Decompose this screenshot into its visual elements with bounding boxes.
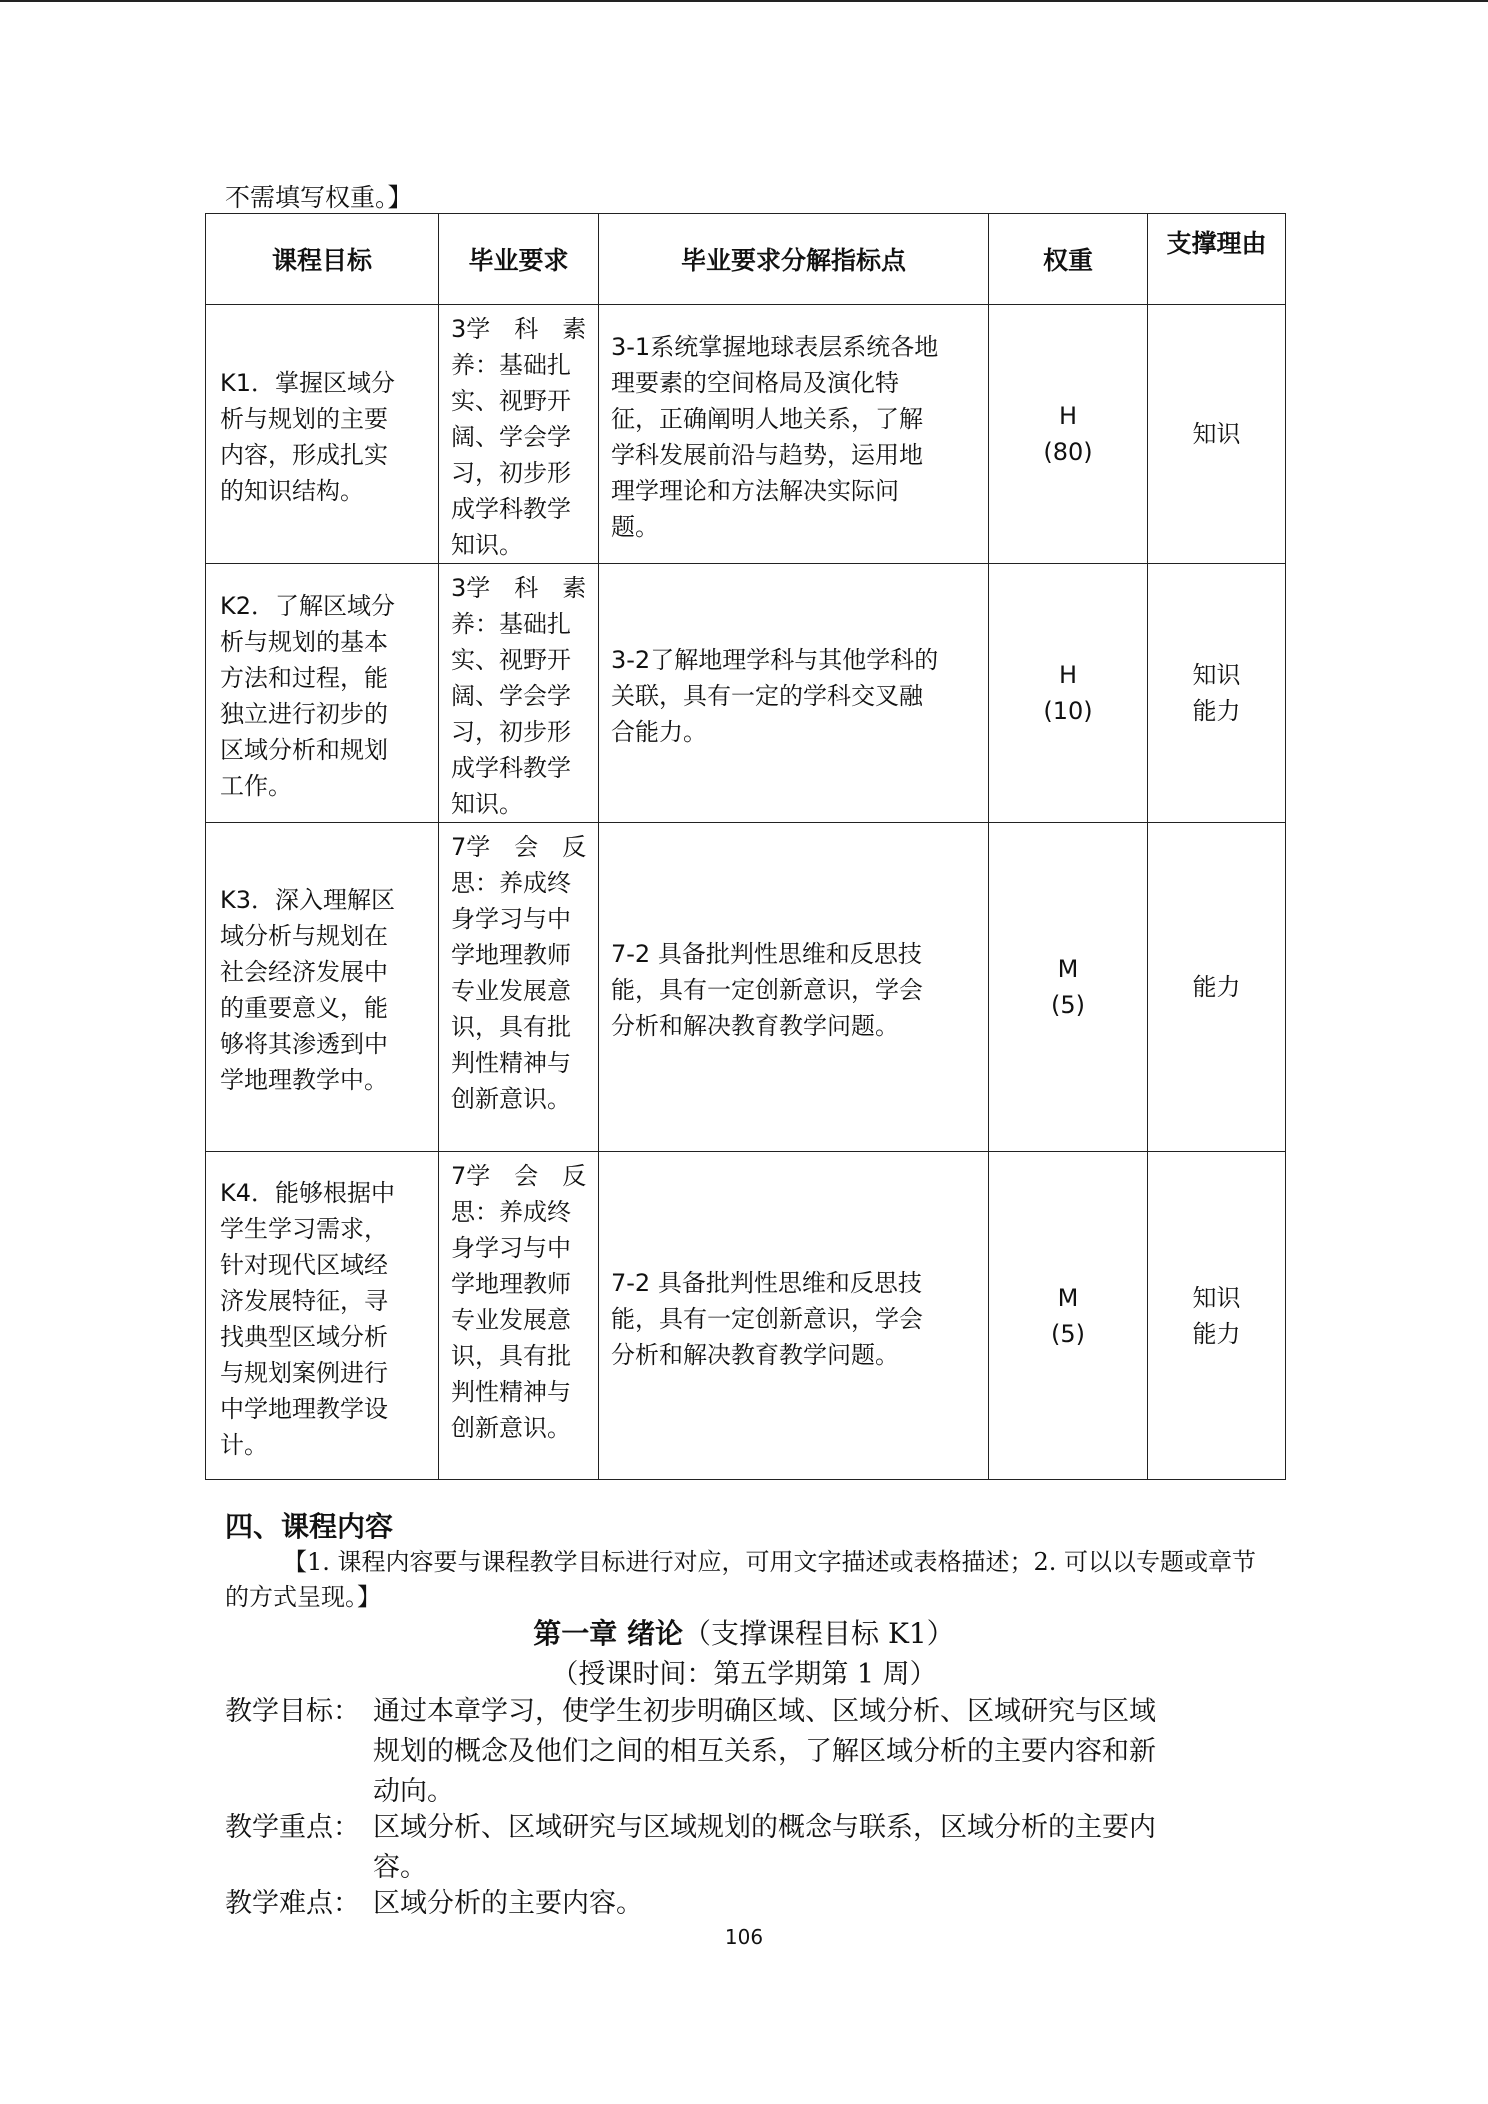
cell-requirement-line: 养：基础扎 <box>451 610 571 638</box>
item-line: 通过本章学习，使学生初步明确区域、区域分析、区域研究与区域 <box>373 1696 1156 1727</box>
item-text <box>373 1808 1265 1888</box>
header-requirement: 毕业要求 <box>439 214 599 305</box>
cell-goal <box>206 1152 439 1480</box>
cell-requirement-line: 7学 会 反 <box>451 833 587 861</box>
cell-goal-line: 找典型区域分析 <box>220 1322 388 1351</box>
cell-goal <box>206 305 439 564</box>
cell-indicator-line: 分析和解决教育教学问题。 <box>611 1012 899 1040</box>
cell-requirement-line: 识，具有批 <box>451 1013 571 1041</box>
cell-requirement-line: 学地理教师 <box>451 941 571 969</box>
page-top-border <box>0 0 1488 2</box>
intro-note: 不需填写权重。】 <box>225 183 413 212</box>
weight-level: M <box>1057 955 1079 983</box>
cell-requirement <box>439 564 599 823</box>
cell-indicator-line: 理要素的空间格局及演化特 <box>611 369 899 397</box>
cell-goal-line: 析与规划的主要 <box>220 405 388 433</box>
table-row <box>206 823 1286 1152</box>
section-instruction-text: 【1. 课程内容要与课程教学目标进行对应，可用文字描述或表格描述；2. 可以以专题或章节的方式呈现。】 <box>225 1548 1257 1611</box>
cell-goal-line: 计。 <box>220 1430 268 1459</box>
weight-value: (10) <box>1043 697 1093 725</box>
cell-requirement-line: 成学科教学 <box>451 495 571 523</box>
item-text <box>373 1692 1265 1812</box>
cell-goal-line: 工作。 <box>220 772 292 800</box>
cell-weight <box>989 823 1148 1152</box>
cell-indicator-line: 分析和解决教育教学问题。 <box>611 1340 899 1369</box>
chapter-title-rest: （支撑课程目标 K1） <box>683 1617 955 1650</box>
cell-requirement-line: 3学 科 素 <box>451 315 587 343</box>
cell-reason-line: 能力 <box>1192 697 1241 725</box>
chapter-item-difficulty <box>225 1884 1265 1924</box>
section-instruction <box>225 1545 1265 1615</box>
item-line: 动向。 <box>373 1776 454 1807</box>
cell-indicator-line: 征，正确阐明人地关系，了解 <box>611 405 923 433</box>
header-goal: 课程目标 <box>206 214 439 305</box>
table-row <box>206 564 1286 823</box>
chapter-title-bold: 第一章 绪论 <box>533 1617 684 1650</box>
header-weight: 权重 <box>989 214 1148 305</box>
cell-requirement-line: 阔、学会学 <box>451 682 571 710</box>
item-line: 规划的概念及他们之间的相互关系，了解区域分析的主要内容和新 <box>373 1736 1156 1767</box>
item-label: 教学难点： <box>225 1888 360 1919</box>
cell-indicator-line: 关联，具有一定的学科交叉融 <box>611 682 923 710</box>
cell-indicator <box>599 1152 989 1480</box>
weight-level: H <box>1058 402 1078 430</box>
cell-goal-line: 独立进行初步的 <box>220 700 388 728</box>
weight-value: (5) <box>1051 1319 1085 1348</box>
weight-level: M <box>1057 1283 1079 1312</box>
cell-indicator-line: 合能力。 <box>611 718 707 746</box>
cell-requirement-line: 习，初步形 <box>451 718 571 746</box>
cell-indicator <box>599 564 989 823</box>
cell-requirement-line: 实、视野开 <box>451 387 571 415</box>
cell-indicator-line: 能，具有一定创新意识，学会 <box>611 1304 923 1333</box>
cell-goal-line: K1．掌握区域分 <box>220 369 396 397</box>
cell-requirement-line: 创新意识。 <box>451 1085 571 1113</box>
cell-reason <box>1148 1152 1286 1480</box>
cell-goal-line: 与规划案例进行 <box>220 1358 388 1387</box>
weight-value: (5) <box>1051 991 1085 1019</box>
cell-weight <box>989 564 1148 823</box>
item-line: 区域分析、区域研究与区域规划的概念与联系，区域分析的主要内 <box>373 1812 1156 1843</box>
table-row <box>206 305 1286 564</box>
chapter-time: （授课时间：第五学期第 1 周） <box>551 1659 937 1690</box>
cell-weight <box>989 1152 1148 1480</box>
cell-goal-line: 学生学习需求， <box>220 1214 388 1243</box>
cell-reason <box>1148 823 1286 1152</box>
chapter-item-focus <box>225 1808 1265 1888</box>
cell-goal-line: 中学地理教学设 <box>220 1394 388 1423</box>
cell-indicator-line: 3-1系统掌握地球表层系统各地 <box>611 333 939 361</box>
cell-reason <box>1148 564 1286 823</box>
cell-requirement-line: 3学 科 素 <box>451 574 587 602</box>
cell-goal-line: 的知识结构。 <box>220 477 364 505</box>
page-number: 106 <box>724 1925 764 1949</box>
cell-requirement <box>439 823 599 1152</box>
header-indicator: 毕业要求分解指标点 <box>599 214 989 305</box>
cell-goal-line: 够将其渗透到中 <box>220 1030 388 1058</box>
cell-requirement-line: 实、视野开 <box>451 646 571 674</box>
item-line: 区域分析的主要内容。 <box>373 1888 643 1919</box>
cell-goal-line: K4．能够根据中 <box>220 1178 396 1207</box>
cell-indicator-line: 能，具有一定创新意识，学会 <box>611 976 923 1004</box>
cell-goal <box>206 564 439 823</box>
cell-goal-line: 济发展特征，寻 <box>220 1286 388 1315</box>
cell-requirement-line: 阔、学会学 <box>451 423 571 451</box>
cell-requirement-line: 创新意识。 <box>451 1414 571 1442</box>
cell-requirement-line: 思：养成终 <box>451 869 571 897</box>
cell-indicator <box>599 305 989 564</box>
cell-goal-line: 针对现代区域经 <box>220 1250 388 1279</box>
cell-indicator-line: 学科发展前沿与趋势，运用地 <box>611 441 923 469</box>
cell-requirement-line: 判性精神与 <box>451 1049 571 1077</box>
table-row <box>206 1152 1286 1480</box>
weight-value: (80) <box>1043 438 1093 466</box>
cell-goal-line: K2．了解区域分 <box>220 592 396 620</box>
cell-requirement-line: 习，初步形 <box>451 459 571 487</box>
cell-requirement-line: 判性精神与 <box>451 1378 571 1406</box>
cell-requirement-line: 学地理教师 <box>451 1270 571 1298</box>
cell-weight <box>989 305 1148 564</box>
item-line: 容。 <box>373 1852 427 1883</box>
cell-goal-line: 域分析与规划在 <box>220 922 388 950</box>
cell-goal-line: 区域分析和规划 <box>220 736 388 764</box>
cell-indicator <box>599 823 989 1152</box>
cell-requirement-line: 思：养成终 <box>451 1198 571 1226</box>
item-text <box>373 1884 1265 1924</box>
cell-goal-line: K3．深入理解区 <box>220 886 396 914</box>
cell-reason-line: 知识 <box>1192 420 1241 448</box>
cell-requirement-line: 识，具有批 <box>451 1342 571 1370</box>
cell-requirement <box>439 305 599 564</box>
cell-indicator-line: 题。 <box>611 513 659 541</box>
cell-requirement-line: 专业发展意 <box>451 977 571 1005</box>
cell-goal-line: 内容，形成扎实 <box>220 441 388 469</box>
cell-goal-line: 方法和过程，能 <box>220 664 388 692</box>
chapter-item-goal <box>225 1692 1265 1812</box>
cell-indicator-line: 理学理论和方法解决实际问 <box>611 477 899 505</box>
table-body <box>206 305 1286 1480</box>
cell-indicator-line: 7-2 具备批判性思维和反思技 <box>611 940 922 968</box>
cell-requirement-line: 身学习与中 <box>451 905 571 933</box>
cell-requirement-line: 身学习与中 <box>451 1234 571 1262</box>
cell-requirement-line: 养：基础扎 <box>451 351 571 379</box>
section-title: 四、课程内容 <box>225 1510 394 1543</box>
cell-reason-line: 知识 <box>1192 661 1241 689</box>
cell-goal-line: 析与规划的基本 <box>220 628 388 656</box>
cell-goal-line: 学地理教学中。 <box>220 1066 388 1094</box>
cell-goal-line: 的重要意义，能 <box>220 994 388 1022</box>
cell-indicator-line: 3-2了解地理学科与其他学科的 <box>611 646 939 674</box>
cell-requirement-line: 7学 会 反 <box>451 1162 587 1190</box>
cell-requirement <box>439 1152 599 1480</box>
cell-reason-line: 知识 <box>1192 1283 1241 1312</box>
item-label: 教学目标： <box>225 1696 360 1727</box>
table-header-row <box>206 214 1286 305</box>
weight-level: H <box>1058 661 1078 689</box>
cell-requirement-line: 专业发展意 <box>451 1306 571 1334</box>
item-label: 教学重点： <box>225 1812 360 1843</box>
cell-indicator-line: 7-2 具备批判性思维和反思技 <box>611 1268 922 1297</box>
cell-goal-line: 社会经济发展中 <box>220 958 388 986</box>
cell-goal <box>206 823 439 1152</box>
cell-reason-line: 能力 <box>1192 973 1241 1001</box>
cell-reason-line: 能力 <box>1192 1319 1241 1348</box>
cell-requirement-line: 知识。 <box>451 531 523 559</box>
cell-requirement-line: 成学科教学 <box>451 754 571 782</box>
cell-requirement-line: 知识。 <box>451 790 523 818</box>
chapter-title <box>0 1612 1488 1652</box>
course-goals-table <box>205 213 1286 1480</box>
header-reason: 支撑理由 <box>1148 214 1286 305</box>
cell-reason <box>1148 305 1286 564</box>
